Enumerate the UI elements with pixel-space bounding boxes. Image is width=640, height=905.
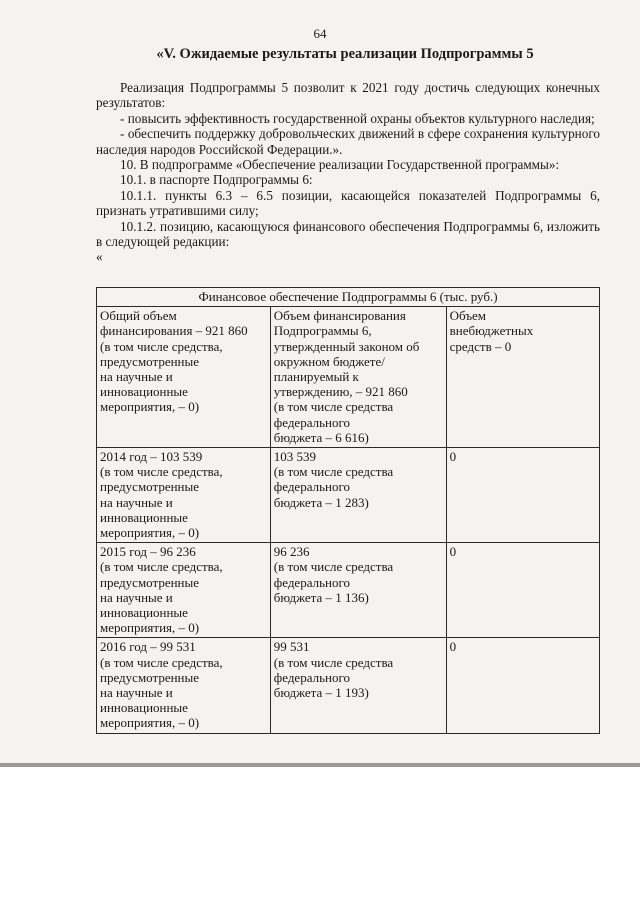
page-number: 64 — [313, 26, 327, 41]
paragraph-item-10-1-2: 10.1.2. позицию, касающуюся финансового обеспечения Подпрограммы 6, изложить в следующей редакции: — [96, 218, 600, 250]
table-cell-year-total: 2015 год – 96 236 (в том числе средства, предусмотренные на научные и инновационные мероприятия, – 0) — [97, 543, 271, 638]
table-cell-extrabudgetary: 0 — [446, 448, 599, 543]
header-extrabudgetary: Объем внебюджетных средств – 0 — [446, 307, 599, 448]
table-cell-extrabudgetary: 0 — [446, 543, 599, 638]
table-cell-budget: 103 539 (в том числе средства федерального бюджета – 1 283) — [270, 448, 446, 543]
table-cell-year-total: 2014 год – 103 539 (в том числе средства, предусмотренные на научные и инновационные мероприятия, – 0) — [97, 448, 271, 543]
table-row — [97, 543, 600, 638]
table-cell-budget: 96 236 (в том числе средства федерального бюджета – 1 136) — [270, 543, 446, 638]
paragraph-item-10-1-1: 10.1.1. пункты 6.3 – 6.5 позиции, касающейся показателей Подпрограммы 6, признать утратившими силу; — [96, 187, 600, 219]
opening-quote-mark: « — [96, 249, 103, 265]
page-bottom-edge — [0, 763, 640, 767]
table-caption: Финансовое обеспечение Подпрограммы 6 (тыс. руб.) — [97, 288, 600, 307]
paragraph-item-10: 10. В подпрограмме «Обеспечение реализации Государственной программы»: — [120, 157, 560, 173]
financing-table — [96, 287, 600, 734]
paragraph-item-10-1: 10.1. в паспорте Подпрограммы 6: — [120, 172, 313, 188]
section-heading: «V. Ожидаемые результаты реализации Подпрограммы 5 — [156, 46, 534, 62]
paragraph-result-1: - повысить эффективность государственной охраны объектов культурного наследия; — [120, 110, 595, 126]
table-cell-extrabudgetary: 0 — [446, 638, 599, 733]
header-budget-financing: Объем финансирования Подпрограммы 6, утвержденный законом об окружном бюджете/ планируемый к утверждению, – 921 860 (в том числе средства федерального бюджета – 6 616) — [270, 307, 446, 448]
paragraph-result-2: - обеспечить поддержку добровольческих движений в сфере сохранения культурного наследия народов Российской Федерации.». — [96, 126, 600, 157]
header-total-financing: Общий объем финансирования – 921 860 (в том числе средства, предусмотренные на научные и инновационные мероприятия, – 0) — [97, 307, 271, 448]
table-cell-budget: 99 531 (в том числе средства федерального бюджета – 1 193) — [270, 638, 446, 733]
table-row — [97, 638, 600, 733]
document-body — [96, 80, 600, 265]
table-caption-row — [97, 288, 600, 307]
table-row — [97, 448, 600, 543]
table-header-row — [97, 307, 600, 448]
paragraph-results-intro: Реализация Подпрограммы 5 позволит к 2021 году достичь следующих конечных результатов: — [96, 80, 600, 111]
table-cell-year-total: 2016 год – 99 531 (в том числе средства, предусмотренные на научные и инновационные мероприятия, – 0) — [97, 638, 271, 733]
